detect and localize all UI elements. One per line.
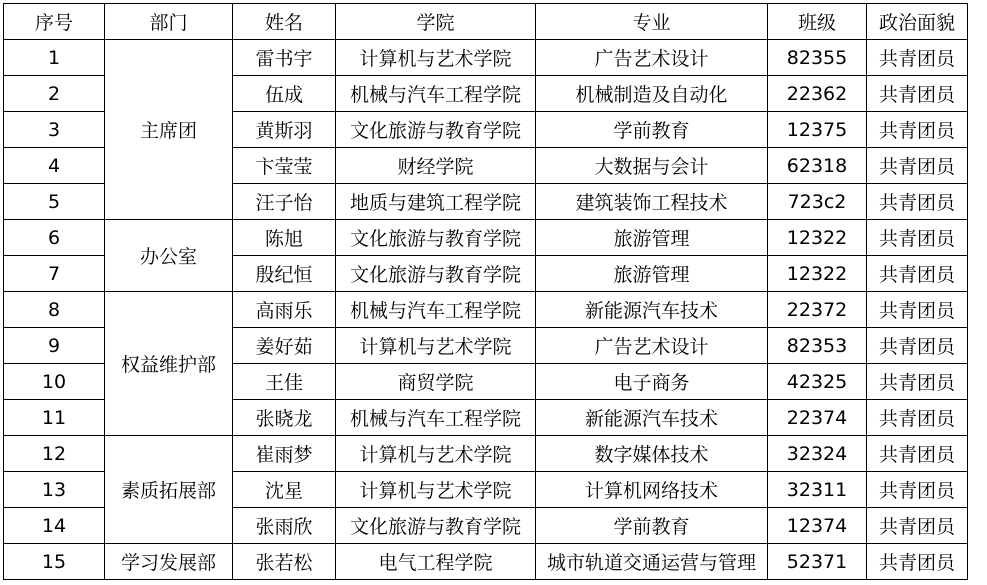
cell-college: 计算机与艺术学院: [336, 40, 536, 76]
cell-major: 数字媒体技术: [536, 436, 768, 472]
cell-class: 22372: [768, 292, 867, 328]
cell-index: 3: [4, 112, 105, 148]
cell-class: 42325: [768, 364, 867, 400]
cell-college: 机械与汽车工程学院: [336, 76, 536, 112]
cell-name: 张晓龙: [233, 400, 336, 436]
cell-college: 文化旅游与教育学院: [336, 112, 536, 148]
table-row: [4, 544, 968, 580]
header-cell-major: 专业: [536, 4, 768, 40]
cell-index: 7: [4, 256, 105, 292]
cell-index: 10: [4, 364, 105, 400]
cell-major: 学前教育: [536, 508, 768, 544]
cell-political-status: 共青团员: [867, 148, 968, 184]
cell-major: 旅游管理: [536, 256, 768, 292]
cell-index: 13: [4, 472, 105, 508]
cell-political-status: 共青团员: [867, 184, 968, 220]
member-table: [3, 3, 968, 580]
cell-name: 张若松: [233, 544, 336, 580]
header-cell-name: 姓名: [233, 4, 336, 40]
cell-major: 大数据与会计: [536, 148, 768, 184]
cell-political-status: 共青团员: [867, 472, 968, 508]
cell-college: 文化旅游与教育学院: [336, 508, 536, 544]
cell-name: 姜好茹: [233, 328, 336, 364]
cell-class: 12322: [768, 256, 867, 292]
cell-major: 新能源汽车技术: [536, 400, 768, 436]
header-cell-index: 序号: [4, 4, 105, 40]
cell-class: 22374: [768, 400, 867, 436]
header-cell-class: 班级: [768, 4, 867, 40]
cell-college: 计算机与艺术学院: [336, 328, 536, 364]
table-row: [4, 436, 968, 472]
cell-major: 计算机网络技术: [536, 472, 768, 508]
cell-index: 9: [4, 328, 105, 364]
cell-political-status: 共青团员: [867, 436, 968, 472]
cell-political-status: 共青团员: [867, 292, 968, 328]
cell-name: 沈星: [233, 472, 336, 508]
cell-name: 汪子怡: [233, 184, 336, 220]
cell-college: 电气工程学院: [336, 544, 536, 580]
cell-college: 计算机与艺术学院: [336, 436, 536, 472]
cell-index: 5: [4, 184, 105, 220]
cell-class: 723c2: [768, 184, 867, 220]
cell-name: 卞莹莹: [233, 148, 336, 184]
cell-class: 82355: [768, 40, 867, 76]
cell-college: 机械与汽车工程学院: [336, 292, 536, 328]
cell-political-status: 共青团员: [867, 76, 968, 112]
cell-name: 雷书宇: [233, 40, 336, 76]
table-row: [4, 220, 968, 256]
cell-political-status: 共青团员: [867, 400, 968, 436]
cell-college: 文化旅游与教育学院: [336, 256, 536, 292]
header-cell-college: 学院: [336, 4, 536, 40]
cell-index: 11: [4, 400, 105, 436]
cell-class: 62318: [768, 148, 867, 184]
cell-political-status: 共青团员: [867, 112, 968, 148]
cell-index: 8: [4, 292, 105, 328]
cell-political-status: 共青团员: [867, 40, 968, 76]
cell-name: 张雨欣: [233, 508, 336, 544]
cell-index: 2: [4, 76, 105, 112]
cell-college: 地质与建筑工程学院: [336, 184, 536, 220]
table-row: [4, 40, 968, 76]
header-cell-political-status: 政治面貌: [867, 4, 968, 40]
cell-political-status: 共青团员: [867, 364, 968, 400]
cell-class: 12374: [768, 508, 867, 544]
cell-college: 财经学院: [336, 148, 536, 184]
cell-political-status: 共青团员: [867, 544, 968, 580]
cell-department: 素质拓展部: [105, 436, 233, 544]
cell-index: 14: [4, 508, 105, 544]
cell-department: 主席团: [105, 40, 233, 220]
cell-name: 高雨乐: [233, 292, 336, 328]
cell-class: 52371: [768, 544, 867, 580]
cell-class: 32311: [768, 472, 867, 508]
table-row: [4, 292, 968, 328]
header-cell-department: 部门: [105, 4, 233, 40]
cell-major: 旅游管理: [536, 220, 768, 256]
cell-name: 殷纪恒: [233, 256, 336, 292]
cell-major: 广告艺术设计: [536, 328, 768, 364]
cell-political-status: 共青团员: [867, 328, 968, 364]
header-row: [4, 4, 968, 40]
table-body: [4, 40, 968, 580]
cell-political-status: 共青团员: [867, 256, 968, 292]
cell-college: 商贸学院: [336, 364, 536, 400]
cell-college: 计算机与艺术学院: [336, 472, 536, 508]
cell-class: 12375: [768, 112, 867, 148]
cell-college: 文化旅游与教育学院: [336, 220, 536, 256]
cell-political-status: 共青团员: [867, 508, 968, 544]
cell-class: 22362: [768, 76, 867, 112]
cell-index: 12: [4, 436, 105, 472]
cell-index: 1: [4, 40, 105, 76]
cell-major: 电子商务: [536, 364, 768, 400]
cell-index: 6: [4, 220, 105, 256]
cell-class: 12322: [768, 220, 867, 256]
cell-political-status: 共青团员: [867, 220, 968, 256]
cell-major: 广告艺术设计: [536, 40, 768, 76]
cell-index: 4: [4, 148, 105, 184]
cell-name: 黄斯羽: [233, 112, 336, 148]
cell-index: 15: [4, 544, 105, 580]
cell-department: 权益维护部: [105, 292, 233, 436]
cell-major: 建筑装饰工程技术: [536, 184, 768, 220]
cell-class: 82353: [768, 328, 867, 364]
cell-college: 机械与汽车工程学院: [336, 400, 536, 436]
cell-department: 办公室: [105, 220, 233, 292]
cell-major: 新能源汽车技术: [536, 292, 768, 328]
cell-class: 32324: [768, 436, 867, 472]
cell-major: 学前教育: [536, 112, 768, 148]
cell-name: 崔雨梦: [233, 436, 336, 472]
cell-department: 学习发展部: [105, 544, 233, 580]
cell-name: 陈旭: [233, 220, 336, 256]
cell-name: 伍成: [233, 76, 336, 112]
cell-major: 机械制造及自动化: [536, 76, 768, 112]
cell-name: 王佳: [233, 364, 336, 400]
cell-major: 城市轨道交通运营与管理: [536, 544, 768, 580]
